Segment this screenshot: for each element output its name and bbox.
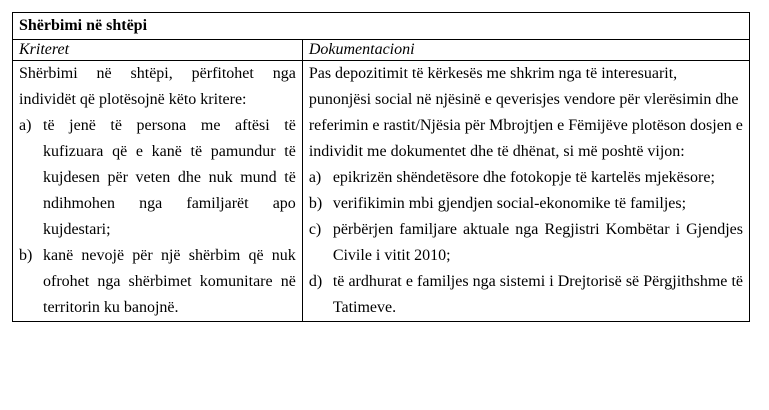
criteria-intro: Shërbimi në shtëpi, përfitohet nga individët që plotësojnë këto kritere: <box>19 65 296 108</box>
criteria-cell <box>13 61 303 322</box>
documentation-cell <box>302 61 749 322</box>
documentation-intro: Pas depozitimit të kërkesës me shkrim nga të interesuarit, punonjësi social në njësinë e qeverisjes vendore për vlerësimin dhe referimin e rastit/Njësia për Mbrojtjen e Fëmijëve plotëson dosjen e individit me dokumentet dhe të dhënat, si më poshtë vijon: <box>308 65 743 160</box>
criteria-item-marker: b) <box>19 247 33 264</box>
documentation-item-marker: a) <box>308 169 322 186</box>
documentation-list <box>309 165 743 321</box>
table-body-row <box>13 61 750 322</box>
documentation-item <box>309 165 743 191</box>
table-header-row <box>13 40 750 61</box>
documentation-item-text: të ardhurat e familjes nga sistemi i Drejtorisë së Përgjithshme të Tatimeve. <box>332 273 743 316</box>
criteria-item-text: kanë nevojë për një shërbim që nuk ofrohet nga shërbimet komunitare në territorin ku banojnë. <box>43 247 296 316</box>
table-title-row <box>13 13 750 40</box>
documentation-item <box>309 217 743 269</box>
documentation-item-text: verifikimin mbi gjendjen social-ekonomike të familjes; <box>332 195 687 212</box>
documentation-item <box>309 191 743 217</box>
criteria-list <box>19 113 296 321</box>
table-title: Shërbimi në shtëpi <box>13 13 750 40</box>
documentation-item-text: epikrizën shëndetësore dhe fotokopje të kartelës mjekësore; <box>332 169 715 186</box>
documentation-item-marker: d) <box>308 273 323 290</box>
criteria-header: Kriteret <box>13 40 303 61</box>
criteria-item <box>19 243 296 321</box>
criteria-item-marker: a) <box>19 117 32 134</box>
criteria-item <box>19 113 296 243</box>
documentation-item <box>309 269 743 321</box>
documentation-item-marker: c) <box>308 221 322 238</box>
service-criteria-table <box>12 12 750 322</box>
documentation-item-text: përbërjen familjare aktuale nga Regjistri Kombëtar i Gjendjes Civile i vitit 2010; <box>332 221 743 264</box>
criteria-item-text: të jenë të persona me aftësi të kufizuara që e kanë të pamundur të kujdesen për veten dhe nuk mund të ndihmohen nga familjarët apo kujdestari; <box>43 117 296 238</box>
documentation-header: Dokumentacioni <box>302 40 749 61</box>
documentation-item-marker: b) <box>308 195 323 212</box>
